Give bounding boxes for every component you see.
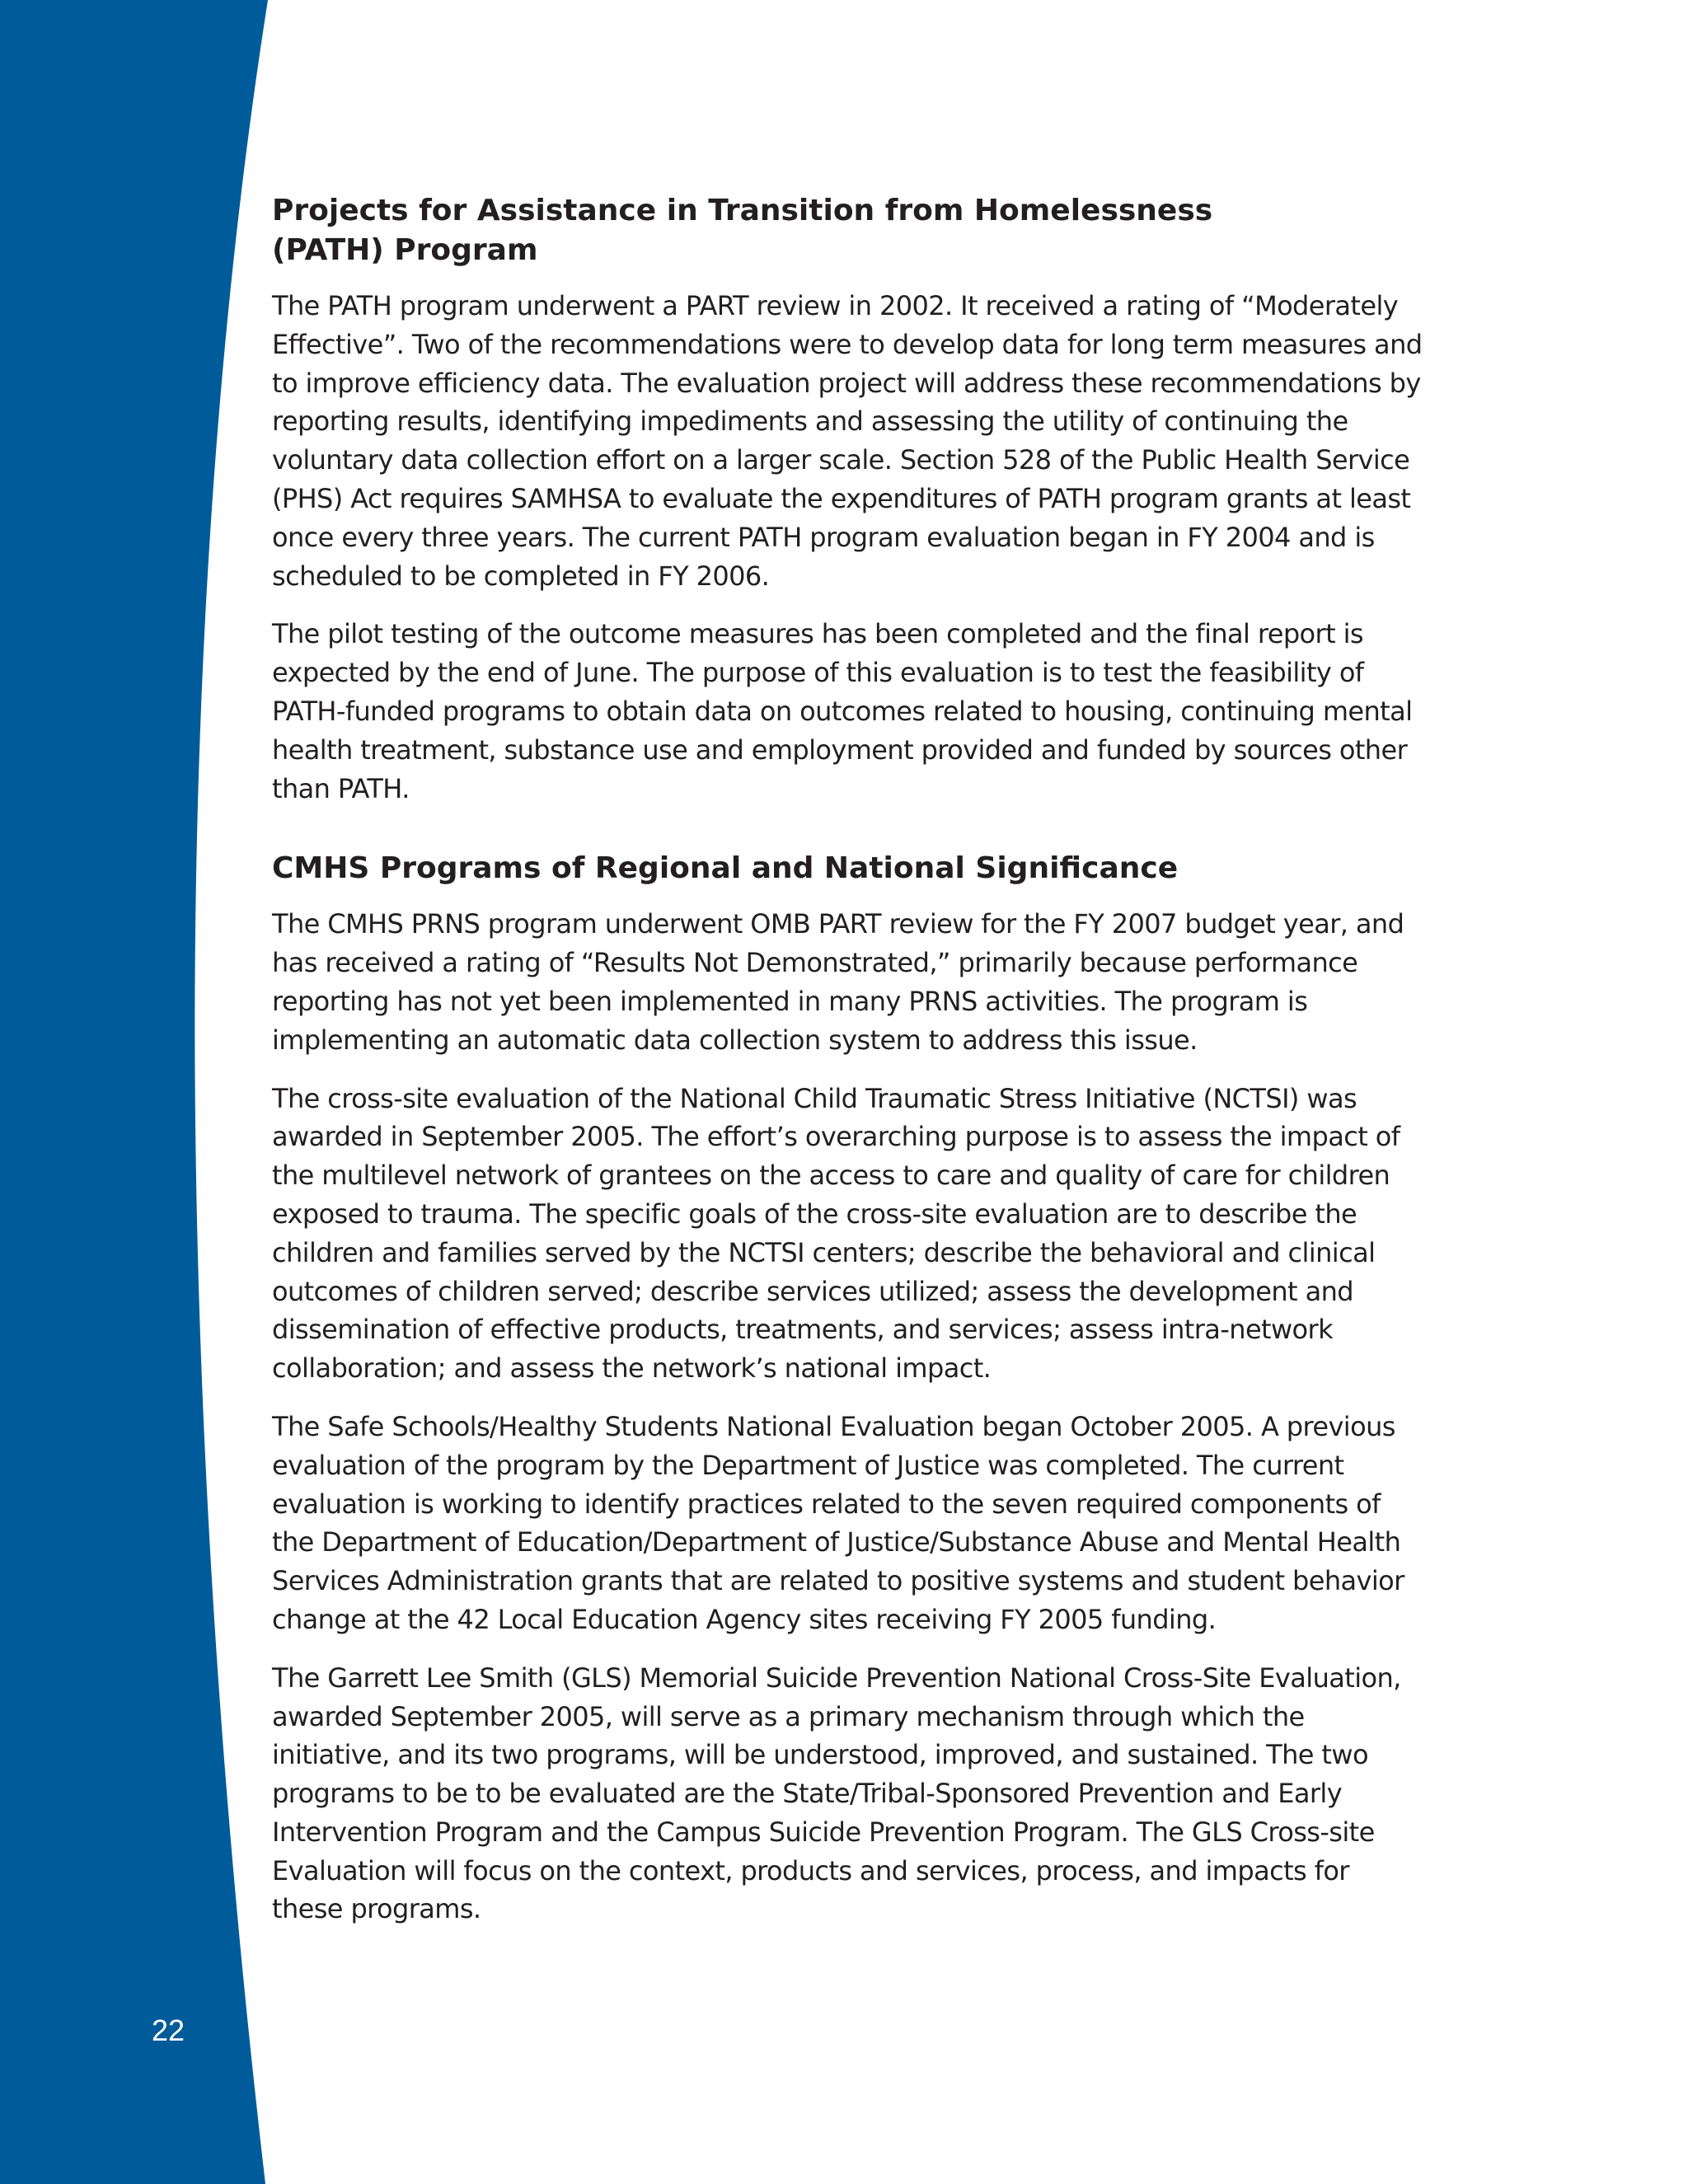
side-band-decoration xyxy=(0,0,272,2184)
paragraph-safe-schools: The Safe Schools/Healthy Students National Evaluation began October 2005. A previous evaluation of the program by the Department of Justice was completed. The current evaluation is working to identify practices related to the seven required components of the Department of Education/Department of Justice/Substance Abuse and Mental Health Services Administration grants that are related to positive systems and student behavior change at the 42 Local Education Agency sites receiving FY 2005 funding. xyxy=(272,1410,1404,1635)
paragraph-path-pilot: The pilot testing of the outcome measures has been completed and the final report is expected by the end of June. The purpose of this evaluation is to test the feasibility of PATH-funded programs to obtain data on outcomes related to housing, continuing mental health treatment, substance use and employment provided and funded by sources other than PATH. xyxy=(272,618,1413,804)
paragraph-gls: The Garrett Lee Smith (GLS) Memorial Suicide Prevention National Cross-Site Evaluation, awarded September 2005, will serve as a primary mechanism through which the initiative, and its two programs, will be understood, improved, and sustained. The two programs to be to be evaluated are the State/Tribal-Sponsored Prevention and Early Intervention Program and the Campus Suicide Prevention Program. The GLS Cross-site Evaluation will focus on the context, products and services, process, and impacts for these programs. xyxy=(272,1661,1401,1925)
section-heading-path xyxy=(272,191,1426,270)
blue-curve-shape xyxy=(0,0,268,2184)
paragraph-cmhs-prns: The CMHS PRNS program underwent OMB PART review for the FY 2007 budget year, and has received a rating of “Results Not Demonstrated,” primarily because performance reporting has not yet been implemented in many PRNS activities. The program is implementing an automatic data collection system to address this issue. xyxy=(272,908,1404,1056)
page-number: 22 xyxy=(152,2013,185,2047)
main-content xyxy=(272,191,1426,1948)
section-heading-path-line1: Projects for Assistance in Transition from Homelessness xyxy=(272,194,1213,227)
paragraph-nctsi: The cross-site evaluation of the National Child Traumatic Stress Initiative (NCTSI) was awarded in September 2005. The effort’s overarching purpose is to assess the impact of the multilevel network of grantees on the access to care and quality of care for children exposed to trauma. The specific goals of the cross-site evaluation are to describe the children and families served by the NCTSI centers; describe the behavioral and clinical outcomes of children served; describe services utilized; assess the development and dissemination of effective products, treatments, and services; assess intra-network collaboration; and assess the network’s national impact. xyxy=(272,1082,1400,1385)
section-heading-path-line2: (PATH) Program xyxy=(272,233,538,267)
paragraph-path-review: The PATH program underwent a PART review in 2002. It received a rating of “Moderately Effective”. Two of the recommendations were to develop data for long term measures and to improve efficiency data. The evaluation project will address these recommendations by reporting results, identifying impediments and assessing the utility of continuing the voluntary data collection effort on a larger scale. Section 528 of the Public Health Service (PHS) Act requires SAMHSA to evaluate the expenditures of PATH program grants at least once every three years. The current PATH program evaluation began in FY 2004 and is scheduled to be completed in FY 2006. xyxy=(272,290,1423,592)
section-heading-cmhs: CMHS Programs of Regional and National Significance xyxy=(272,851,1179,886)
